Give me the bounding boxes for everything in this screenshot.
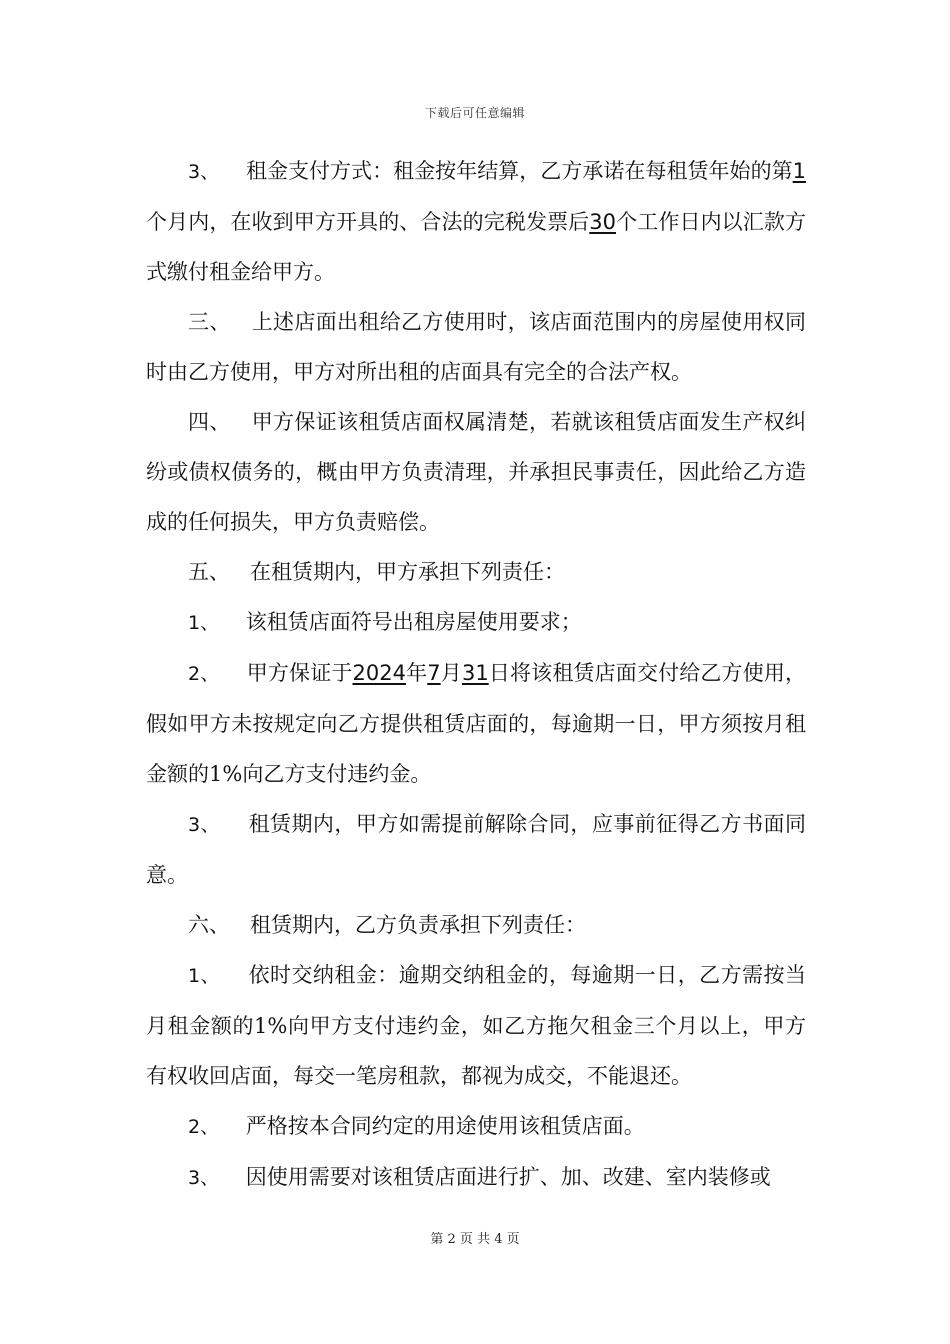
clause-text: 依时交纳租金：逾期交纳租金的，每逾期一日，乙方需按当月租金额的1%向甲方支付违约金，如乙方拖欠租金三个月以上，甲方有权收回店面，每交一笔房租款，都视为成交，不能退还。 [146, 963, 807, 1088]
document-body [146, 146, 806, 1203]
article-4 [146, 397, 806, 547]
clause-text: 因使用需要对该租赁店面进行扩、加、改建、室内装修或 [245, 1165, 771, 1189]
clause-text: 甲方保证于 [246, 661, 353, 685]
clause-text: 严格按本合同约定的用途使用该租赁店面。 [245, 1114, 645, 1138]
clause-text: 月 [440, 661, 462, 685]
page-footer: 第 2 页 共 4 页 [430, 1232, 520, 1247]
article-6-item-1 [146, 950, 806, 1101]
clause-number: 1、 [188, 612, 220, 634]
clause-number: 3、 [188, 1167, 220, 1189]
article-5-item-1 [146, 597, 806, 648]
article-6 [146, 900, 806, 950]
article-6-item-3 [146, 1152, 806, 1203]
clause-number: 2、 [188, 1116, 220, 1138]
clause-number: 3、 [188, 814, 221, 836]
clause-text: 租赁期内，乙方负责承担下列责任： [250, 913, 587, 937]
clause-text: 个月内，在收到甲方开具的、合法的完税发票后 [146, 210, 590, 234]
article-5-item-3 [146, 799, 806, 900]
header-note: 下载后可任意编辑 [424, 106, 525, 120]
underlined-value: 1 [792, 159, 806, 183]
clause-number: 四、 [188, 410, 231, 434]
clause-text: 租赁期内，甲方如需提前解除合同，应事前征得乙方书面同意。 [146, 812, 807, 887]
article-3 [146, 297, 806, 397]
underlined-month: 7 [427, 661, 441, 685]
clause-text: 该租赁店面符号出租房屋使用要求； [245, 610, 582, 634]
clause-text: 年 [405, 661, 428, 685]
clause-text: 甲方保证该租赁店面权属清楚，若就该租赁店面发生产权纠纷或债权债务的，概由甲方负责清理，并承担民事责任，因此给乙方造成的任何损失，甲方负责赔偿。 [146, 410, 807, 534]
clause-text: 个工作日内以汇款方式缴付租金给甲方。 [146, 210, 807, 284]
clause-text: 日将该租赁店面交付给乙方使用，假如甲方未按规定向乙方提供租赁店面的，每逾期一日，甲方须按月租金额的1%向乙方支付违约金。 [146, 661, 807, 786]
underlined-year: 2024 [352, 661, 406, 685]
underlined-day: 31 [461, 661, 489, 685]
clause-number: 3、 [188, 161, 220, 183]
underlined-value: 30 [589, 210, 617, 234]
clause-3-payment [146, 146, 806, 297]
clause-number: 1、 [188, 965, 221, 987]
clause-text: 在租赁期内，甲方承担下列责任： [250, 560, 566, 584]
article-6-item-2 [146, 1101, 806, 1152]
clause-text: 上述店面出租给乙方使用时，该店面范围内的房屋使用权同时由乙方使用，甲方对所出租的店面具有完全的合法产权。 [146, 310, 807, 384]
clause-number: 三、 [188, 310, 231, 334]
clause-number: 五、 [188, 560, 230, 584]
article-5 [146, 547, 806, 597]
clause-number: 六、 [188, 913, 230, 937]
clause-number: 2、 [188, 663, 220, 685]
clause-text: 租金支付方式：租金按年结算，乙方承诺在每租赁年始的第 [245, 159, 793, 183]
article-5-item-2 [146, 648, 806, 799]
